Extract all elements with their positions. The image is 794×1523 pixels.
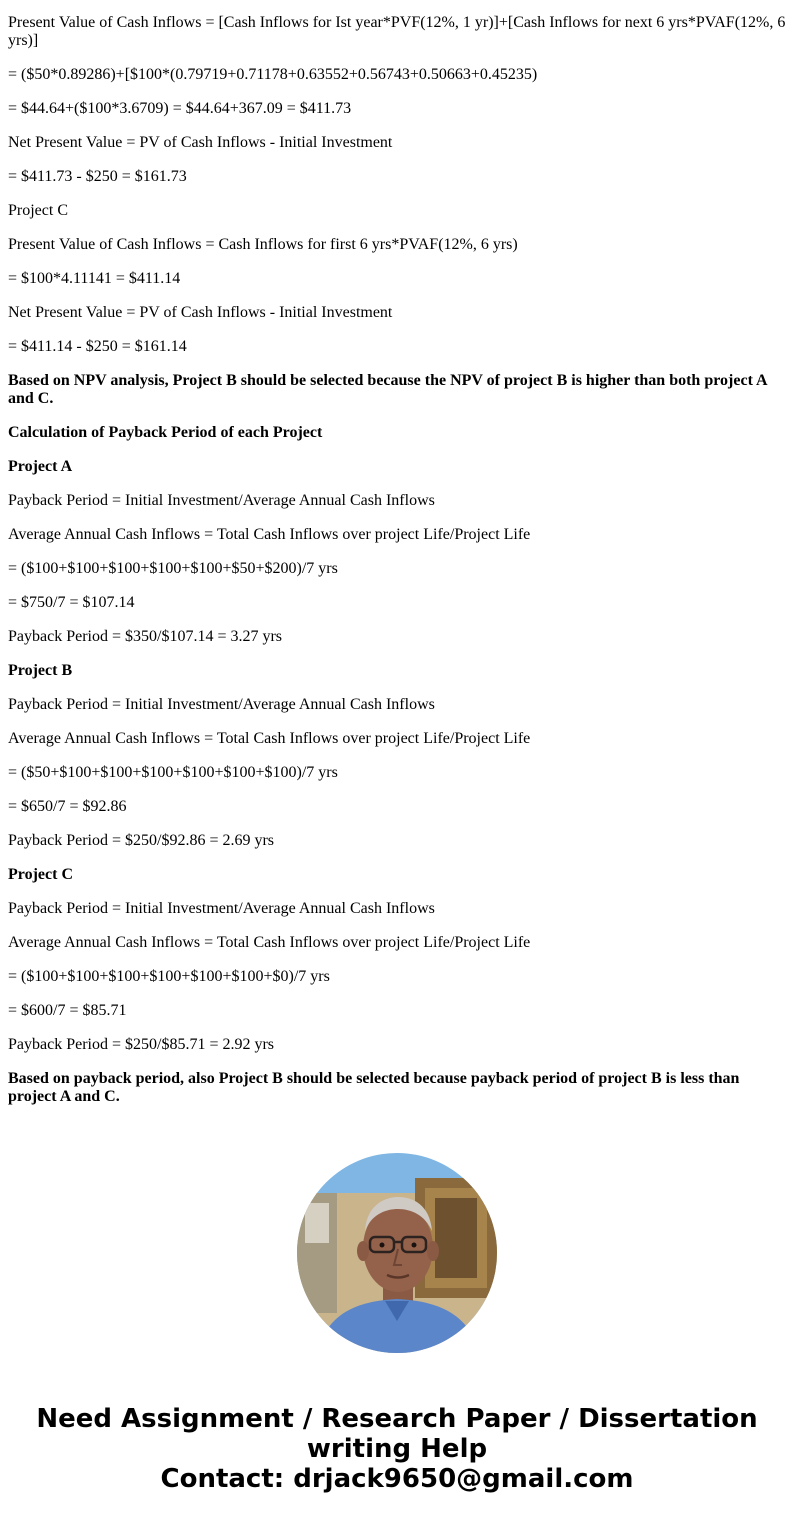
bold-paragraph: Project C <box>8 866 73 883</box>
bold-paragraph: Based on payback period, also Project B should be selected because payback period of project B is less than project A and C. <box>8 1070 740 1105</box>
bold-paragraph: Calculation of Payback Period of each Project <box>8 424 323 441</box>
paragraph: Net Present Value = PV of Cash Inflows - Initial Investment <box>8 304 393 321</box>
paragraph: Net Present Value = PV of Cash Inflows - Initial Investment <box>8 134 393 151</box>
author-avatar <box>297 1153 497 1353</box>
paragraph: Average Annual Cash Inflows = Total Cash Inflows over project Life/Project Life <box>8 526 531 543</box>
paragraph: Project C <box>8 202 68 219</box>
paragraph: = $600/7 = $85.71 <box>8 1002 127 1019</box>
bold-paragraph: Project A <box>8 458 73 475</box>
paragraph: Payback Period = Initial Investment/Average Annual Cash Inflows <box>8 696 435 713</box>
paragraph: = $44.64+($100*3.6709) = $44.64+367.09 = $411.73 <box>8 100 352 117</box>
paragraph: Payback Period = $250/$85.71 = 2.92 yrs <box>8 1036 275 1053</box>
paragraph: = ($50+$100+$100+$100+$100+$100+$100)/7 yrs <box>8 764 338 781</box>
paragraph: = $750/7 = $107.14 <box>8 594 135 611</box>
paragraph: Payback Period = Initial Investment/Average Annual Cash Inflows <box>8 900 435 917</box>
paragraph: = $100*4.11141 = $411.14 <box>8 270 181 287</box>
paragraph: Present Value of Cash Inflows = Cash Inflows for first 6 yrs*PVAF(12%, 6 yrs) <box>8 236 518 253</box>
paragraph: Payback Period = $250/$92.86 = 2.69 yrs <box>8 832 275 849</box>
paragraph: = $411.73 - $250 = $161.73 <box>8 168 187 185</box>
document-body <box>8 14 786 1122</box>
bold-paragraph: Project B <box>8 662 73 679</box>
bold-paragraph: Based on NPV analysis, Project B should be selected because the NPV of project B is higher than both project A and C. <box>8 372 767 407</box>
paragraph: = $650/7 = $92.86 <box>8 798 127 815</box>
paragraph: = ($100+$100+$100+$100+$100+$50+$200)/7 yrs <box>8 560 338 577</box>
paragraph: = $411.14 - $250 = $161.14 <box>8 338 187 355</box>
paragraph: Present Value of Cash Inflows = [Cash Inflows for Ist year*PVF(12%, 1 yr)]+[Cash Inflows for next 6 yrs*PVAF(12%, 6 yrs)] <box>8 14 786 49</box>
footer-line-2: writing Help <box>306 1434 488 1464</box>
paragraph: Average Annual Cash Inflows = Total Cash Inflows over project Life/Project Life <box>8 730 531 747</box>
contact-footer <box>0 1404 794 1494</box>
paragraph: = ($100+$100+$100+$100+$100+$100+$0)/7 yrs <box>8 968 330 985</box>
paragraph: Average Annual Cash Inflows = Total Cash Inflows over project Life/Project Life <box>8 934 531 951</box>
paragraph: = ($50*0.89286)+[$100*(0.79719+0.71178+0.63552+0.56743+0.50663+0.45235) <box>8 66 538 83</box>
footer-line-1: Need Assignment / Research Paper / Dissertation <box>36 1404 758 1434</box>
paragraph: Payback Period = $350/$107.14 = 3.27 yrs <box>8 628 283 645</box>
paragraph: Payback Period = Initial Investment/Average Annual Cash Inflows <box>8 492 435 509</box>
footer-contact-email: Contact: drjack9650@gmail.com <box>160 1464 634 1494</box>
